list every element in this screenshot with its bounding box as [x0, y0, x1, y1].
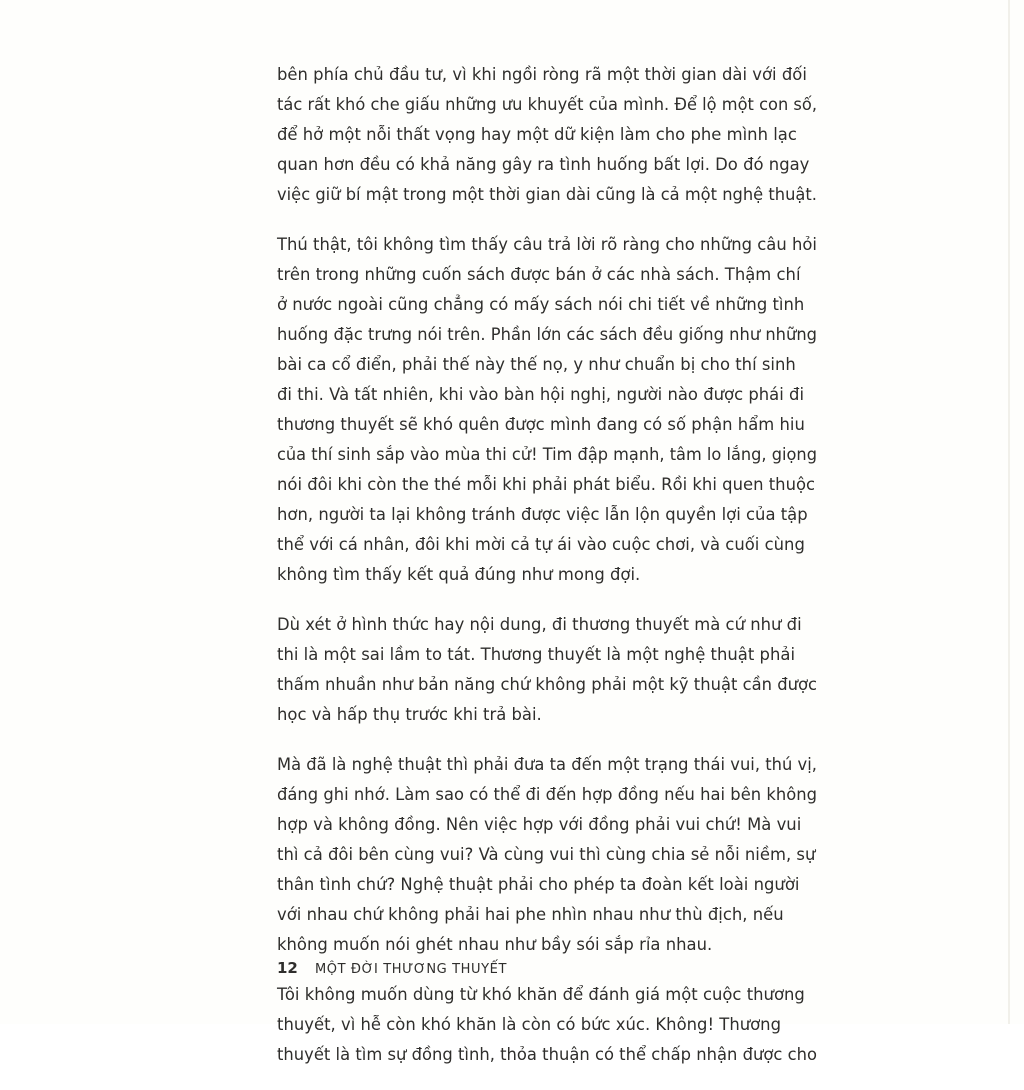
text-line: thi là một sai lầm to tát. Thương thuyết là một nghệ thuật phải [277, 645, 796, 664]
text-line: hơn, người ta lại không tránh được việc lẫn lộn quyền lợi của tập [277, 505, 808, 524]
text-line: quan hơn đều có khả năng gây ra tình huống bất lợi. Do đó ngay [277, 155, 810, 174]
paragraph-3 [277, 610, 817, 730]
paragraph-1 [277, 60, 817, 210]
page-edge [1008, 0, 1010, 1024]
text-line: để hở một nỗi thất vọng hay một dữ kiện làm cho phe mình lạc [277, 125, 797, 144]
text-line: tác rất khó che giấu những ưu khuyết của mình. Để lộ một con số, [277, 95, 818, 114]
page-number: 12 [277, 959, 298, 977]
paragraph-5 [277, 980, 817, 1070]
text-line: bài ca cổ điển, phải thế này thế nọ, y như chuẩn bị cho thí sinh [277, 355, 796, 374]
text-line: Tôi không muốn dùng từ khó khăn để đánh giá một cuộc thương [277, 985, 805, 1004]
body-text [277, 60, 817, 1090]
text-line: thuyết là tìm sự đồng tình, thỏa thuận có thể chấp nhận được cho [277, 1045, 817, 1064]
text-line: Dù xét ở hình thức hay nội dung, đi thương thuyết mà cứ như đi [277, 615, 802, 634]
text-line: thấm nhuần như bản năng chứ không phải một kỹ thuật cần được [277, 675, 818, 694]
text-line: bên phía chủ đầu tư, vì khi ngồi ròng rã một thời gian dài với đối [277, 65, 807, 84]
text-line: đáng ghi nhớ. Làm sao có thể đi đến hợp đồng nếu hai bên không [277, 785, 817, 804]
text-line: hợp và không đồng. Nên việc hợp với đồng phải vui chứ! Mà vui [277, 815, 802, 834]
text-line: thì cả đôi bên cùng vui? Và cùng vui thì cùng chia sẻ nỗi niềm, sự [277, 845, 816, 864]
text-line: với nhau chứ không phải hai phe nhìn nhau như thù địch, nếu [277, 905, 784, 924]
text-line: Thú thật, tôi không tìm thấy câu trả lời rõ ràng cho những câu hỏi [277, 235, 818, 254]
text-line: của thí sinh sắp vào mùa thi cử! Tim đập mạnh, tâm lo lắng, giọng [277, 445, 817, 464]
page-footer [277, 958, 507, 977]
text-line: nói đôi khi còn the thé mỗi khi phải phát biểu. Rồi khi quen thuộc [277, 475, 816, 494]
running-title: MỘT ĐỜI THƯƠNG THUYẾT [314, 962, 507, 977]
text-line: đi thi. Và tất nhiên, khi vào bàn hội nghị, người nào được phái đi [277, 385, 805, 404]
paragraph-4 [277, 750, 817, 960]
text-line: Mà đã là nghệ thuật thì phải đưa ta đến một trạng thái vui, thú vị, [277, 755, 817, 774]
paragraph-2 [277, 230, 817, 590]
text-line: thân tình chứ? Nghệ thuật phải cho phép ta đoàn kết loài người [277, 875, 800, 894]
text-line: ở nước ngoài cũng chẳng có mấy sách nói chi tiết về những tình [277, 295, 805, 314]
text-line: không muốn nói ghét nhau như bầy sói sắp rỉa nhau. [277, 935, 713, 954]
text-line: thương thuyết sẽ khó quên được mình đang có số phận hẩm hiu [277, 415, 805, 434]
text-line: việc giữ bí mật trong một thời gian dài cũng là cả một nghệ thuật. [277, 185, 817, 204]
text-line: trên trong những cuốn sách được bán ở các nhà sách. Thậm chí [277, 265, 801, 284]
text-line: thể với cá nhân, đôi khi mời cả tự ái vào cuộc chơi, và cuối cùng [277, 535, 805, 554]
text-line: không tìm thấy kết quả đúng như mong đợi. [277, 565, 641, 584]
text-line: thuyết, vì hễ còn khó khăn là còn có bức xúc. Không! Thương [277, 1015, 782, 1034]
text-line: học và hấp thụ trước khi trả bài. [277, 705, 542, 724]
text-line: huống đặc trưng nói trên. Phần lớn các sách đều giống như những [277, 325, 818, 344]
